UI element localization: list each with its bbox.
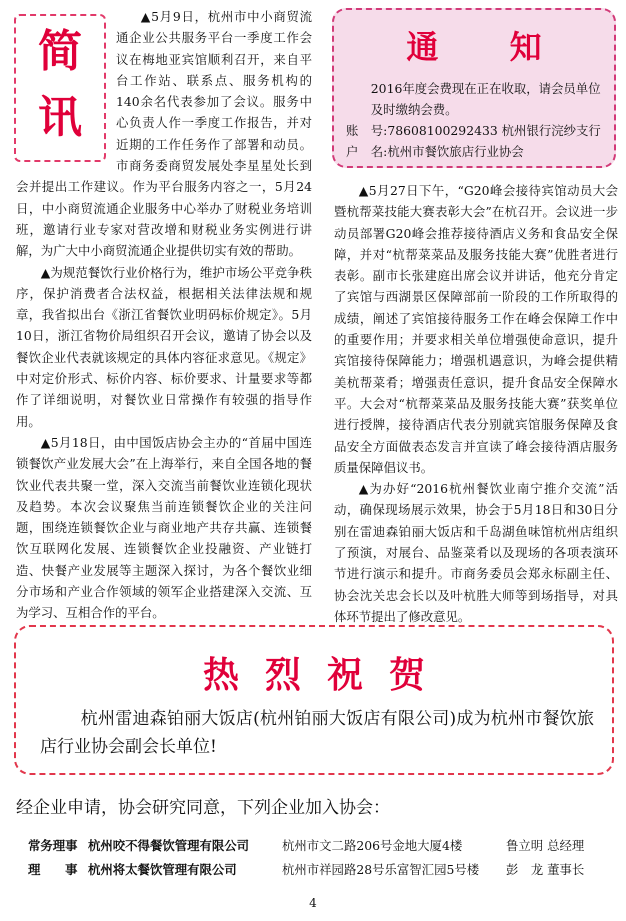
notice-body xyxy=(346,78,608,162)
member-role: 理 事 xyxy=(28,862,78,877)
notice-text: 2016年度会费现在正在收取，请会员单位及时缴纳会费。 xyxy=(370,81,601,117)
member-contact: 彭 龙 董事长 xyxy=(506,862,585,877)
member-address: 杭州市文二路206号金地大厦4楼 xyxy=(282,838,463,853)
news-paragraph: ▲为办好“2016杭州餐饮业南宁推介交流”活动，确保现场展示效果，协会于5月18日和30日分别在雷迪森铂丽大饭店和千岛湖鱼味馆杭州店组织了预演，对展台、品鉴菜肴以及现场的各项表演环节进行演示和提升。市商务委员会郑永标副主任、协会沈关忠会长以及叶杭胜大师等到场指导，对具体环节提出了修改意见。 xyxy=(334,481,618,624)
notice-account xyxy=(346,120,608,141)
congrats-box xyxy=(14,625,614,775)
notice-title: 通 知 xyxy=(406,28,572,66)
member-list xyxy=(28,834,618,882)
member-role: 常务理事 xyxy=(28,838,78,853)
briefs-column xyxy=(16,6,312,624)
briefs-header-char: 简 xyxy=(38,26,82,77)
news-paragraph: ▲5月27日下午，“G20峰会接待宾馆动员大会暨杭帮菜技能大赛表彰大会”在杭召开。会议进一步动员部署G20峰会推荐接待酒店义务和食品安全保障，并对“杭帮菜菜品及服务技能大赛”优胜者进行表彰。副市长张建庭出席会议并讲话，他充分肯定了宾馆与西湖景区保障部前一阶段的工作所取得的成绩，阐述了宾馆接待服务工作在峰会保障工作中的重要作用；并要求相关单位增强使命意识，提升宾馆接待保障能力；增强机遇意识，为峰会提供精美杭帮菜肴；增强责任意识，提升食品安全保障水平。大会对“杭帮菜菜品及服务技能大赛”获奖单位进行授牌，接待酒店代表分别就宾馆服务保障及食品安全方面做表态发言并宣读了峰会接待酒店服务质量保障倡议书。 xyxy=(334,183,618,475)
brief-paragraph: ▲5月9日，杭州市中小商贸流通企业公共服务平台一季度工作会议在梅地亚宾馆顺利召开，来自平台工作站、联系点、服务机构的140余名代表参加了会议。服务中心负责人作一季度工作报告，并对近期的工作任务作了部署和动员。市商务委商贸发展处李星星处长到会并提出工作建议。作为平台服务内容之一，5月24日，中小商贸流通企业服务中心举办了财税业务培训班，邀请行业专家对营改增和财税业务实例进行讲解，为广大中小商贸流通企业提供切实有效的帮助。 xyxy=(16,9,312,259)
notice-account-label: 账 号: xyxy=(346,123,388,138)
brief-paragraph: ▲为规范餐饮行业价格行为，维护市场公平竞争秩序，保护消费者合法权益，根据相关法律法规和规章，我省拟出台《浙江省餐饮业明码标价规定》。5月10日，浙江省物价局组织召开会议，邀请了协会以及餐饮企业代表就该规定的具体内容征求意见。《规定》中对定价形式、标价内容、标价要求、计量要求等都作了详细说明，对餐饮业日常操作有较强的指导作用。 xyxy=(16,264,312,429)
member-address: 杭州市祥园路28号乐富智汇园5号楼 xyxy=(282,862,480,877)
news-column xyxy=(334,180,618,627)
briefs-header-char: 讯 xyxy=(38,92,82,143)
notice-box xyxy=(332,8,616,168)
page-number: 4 xyxy=(309,896,317,910)
member-company: 杭州咬不得餐饮管理有限公司 xyxy=(88,838,250,853)
notice-holder xyxy=(346,141,608,162)
congrats-title: 热烈祝贺 xyxy=(202,655,451,696)
member-row xyxy=(28,858,618,882)
brief-paragraph: ▲5月18日，由中国饭店协会主办的“首届中国连锁餐饮产业发展大会”在上海举行，来自全国各地的餐饮业代表共聚一堂，深入交流当前餐饮业连锁化现状及趋势。本次会议聚焦当前连锁餐饮企业的关注问题，围绕连锁餐饮企业与商业地产共存共赢、连锁餐饮互联网化发展、连锁餐饮企业投融资、产业链打造、快餐产业发展等主题深入探讨，为各个餐饮业细分市场和产业合作领域的领军企业搭建深入交流、互为学习、互相合作的平台。 xyxy=(16,434,312,621)
congrats-text: 杭州雷迪森铂丽大饭店(杭州铂丽大饭店有限公司)成为杭州市餐饮旅店行业协会副会长单位! xyxy=(40,709,594,757)
notice-holder-label: 户 名: xyxy=(346,144,388,159)
membership-intro: 经企业申请，协会研究同意，下列企业加入协会： xyxy=(16,798,390,818)
member-contact: 鲁立明 总经理 xyxy=(506,838,585,853)
member-company: 杭州将太餐饮管理有限公司 xyxy=(88,862,237,877)
notice-account-value: 78608100292433 杭州银行浣纱支行 xyxy=(387,123,601,138)
notice-holder-value: 杭州市餐饮旅店行业协会 xyxy=(387,144,524,159)
member-row xyxy=(28,834,618,858)
